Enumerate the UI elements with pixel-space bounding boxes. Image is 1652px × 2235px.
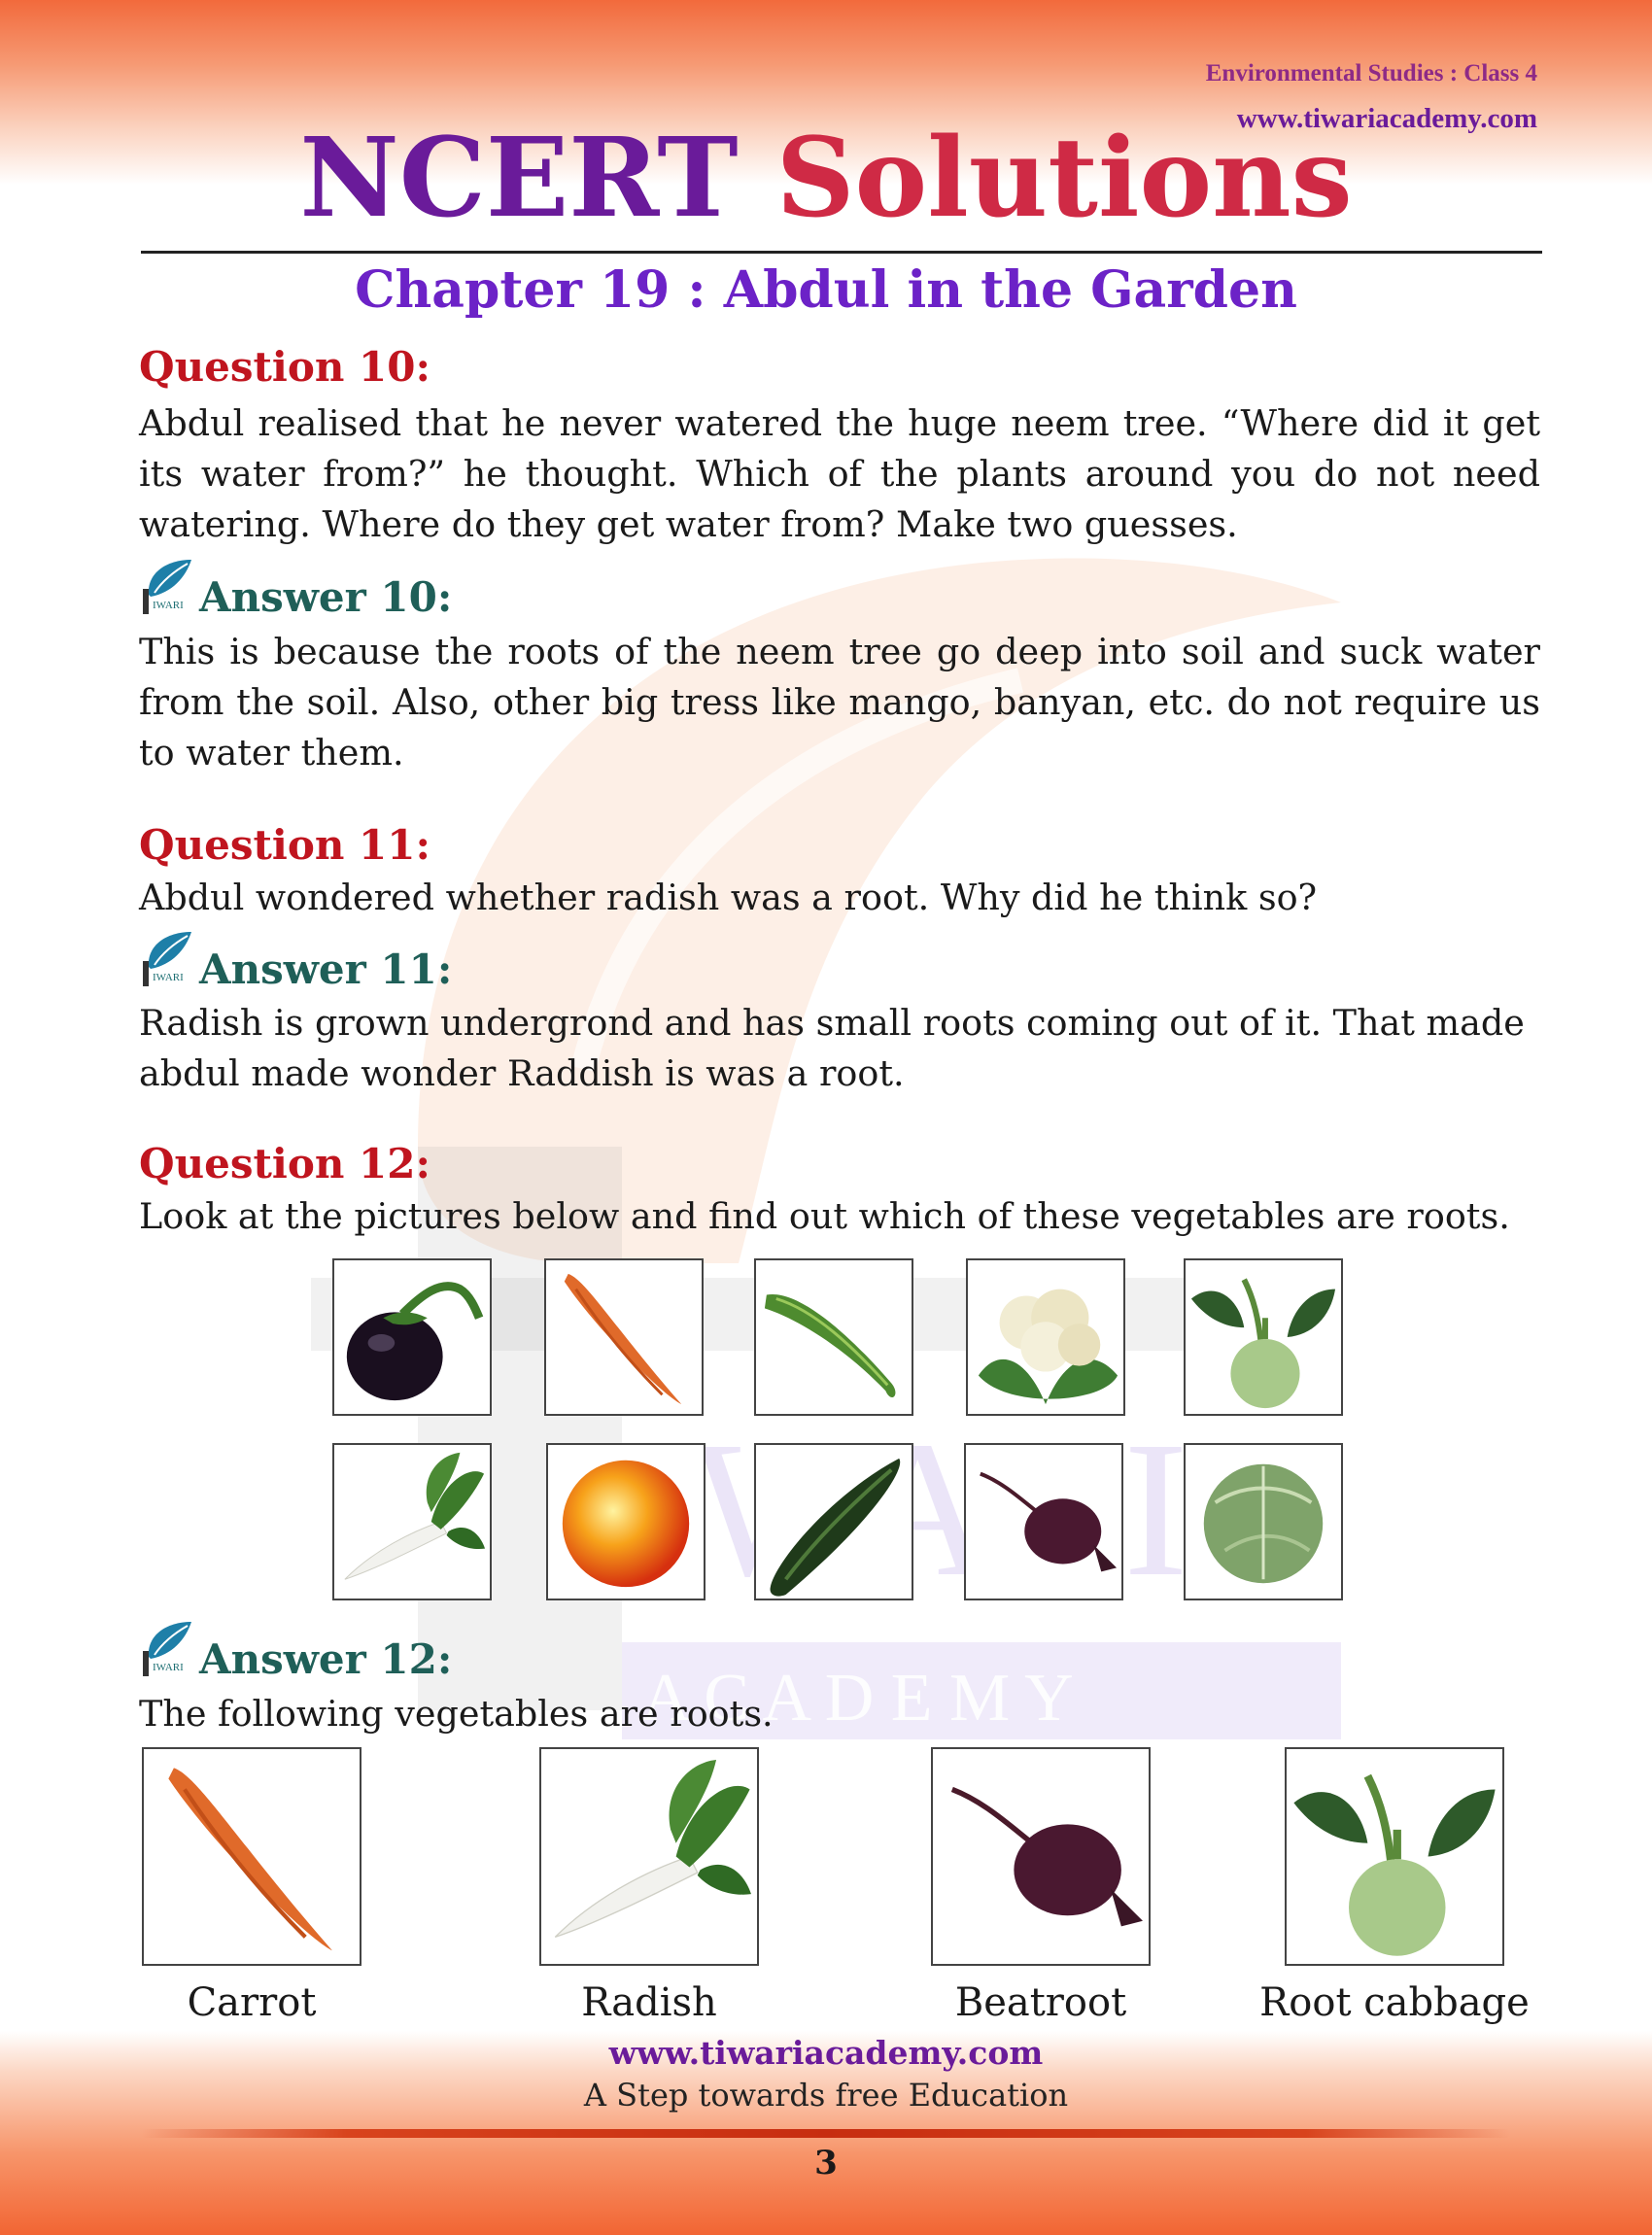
tiwari-logo-icon <box>139 928 195 990</box>
footer-website-link[interactable]: www.tiwariacademy.com <box>608 2034 1044 2072</box>
answer-carrot-image <box>142 1747 361 1966</box>
svg-text:IWARI: IWARI <box>153 1662 184 1673</box>
answer-10-text: This is because the roots of the neem tree go deep into soil and suck water from the soil. Also, other big tress like mango, banyan, etc. do not require us to water them. <box>139 631 1540 774</box>
caption-beetroot: Beatroot <box>954 1980 1127 2025</box>
answer-11-heading <box>139 928 453 993</box>
footer-tagline: A Step towards free Education <box>583 2077 1069 2114</box>
question-10-text: Abdul realised that he never watered the huge neem tree. “Where did it get its water from?” he thought. Which of the plants around you do not need watering. Where do they get water from? Make two guesses. <box>139 402 1540 545</box>
question-12-text: Look at the pictures below and find out which of these vegetables are roots. <box>139 1195 1510 1237</box>
header-website-link[interactable]: www.tiwariacademy.com <box>1236 103 1537 134</box>
caption-root-cabbage: Root cabbage <box>1259 1980 1530 2025</box>
answer-10-label: Answer 10: <box>199 573 453 621</box>
title-divider <box>141 251 1542 254</box>
answer-10-heading <box>139 556 453 621</box>
bitter-gourd-image <box>754 1258 913 1416</box>
beetroot-image <box>964 1443 1123 1600</box>
answer-12-heading <box>139 1618 453 1683</box>
watermark-sub: A C A D E M Y <box>641 1661 1074 1736</box>
title-word-solutions: Solutions <box>775 115 1353 242</box>
carrot-image <box>544 1258 704 1416</box>
question-12-heading: Question 12: <box>139 1140 430 1187</box>
tiwari-logo-icon <box>139 1618 195 1680</box>
answer-11-label: Answer 11: <box>199 946 453 993</box>
answer-radish-image <box>539 1747 759 1966</box>
chapter-heading: Chapter 19 : Abdul in the Garden <box>355 260 1297 320</box>
answer-root-cabbage-image <box>1285 1747 1504 1966</box>
footer-divider <box>141 2129 1511 2138</box>
tiwari-logo-icon <box>139 556 195 618</box>
cabbage-image <box>1184 1443 1343 1600</box>
page-number: 3 <box>814 2144 838 2183</box>
answer-12-label: Answer 12: <box>199 1635 453 1683</box>
caption-radish: Radish <box>581 1980 717 2025</box>
knol-khol-image <box>1184 1258 1343 1416</box>
question-11-heading: Question 11: <box>139 821 430 869</box>
class-label: Environmental Studies : Class 4 <box>1205 60 1537 86</box>
tomato-image <box>546 1443 706 1600</box>
question-10-heading: Question 10: <box>139 343 430 391</box>
question-11-text: Abdul wondered whether radish was a root. Why did he think so? <box>139 877 1318 918</box>
cauliflower-image <box>966 1258 1125 1416</box>
svg-text:IWARI: IWARI <box>153 972 184 983</box>
radish-image <box>332 1443 492 1600</box>
caption-carrot: Carrot <box>187 1980 317 2025</box>
svg-text:IWARI: IWARI <box>153 600 184 611</box>
answer-12-text: The following vegetables are roots. <box>139 1693 774 1735</box>
answer-beetroot-image <box>931 1747 1151 1966</box>
cucumber-image <box>754 1443 913 1600</box>
brinjal-image <box>332 1258 492 1416</box>
answer-11-text: Radish is grown undergrond and has small roots coming out of it. That made abdul made wonder Raddish is was a root. <box>139 1002 1525 1094</box>
title-word-ncert: NCERT <box>299 115 739 242</box>
